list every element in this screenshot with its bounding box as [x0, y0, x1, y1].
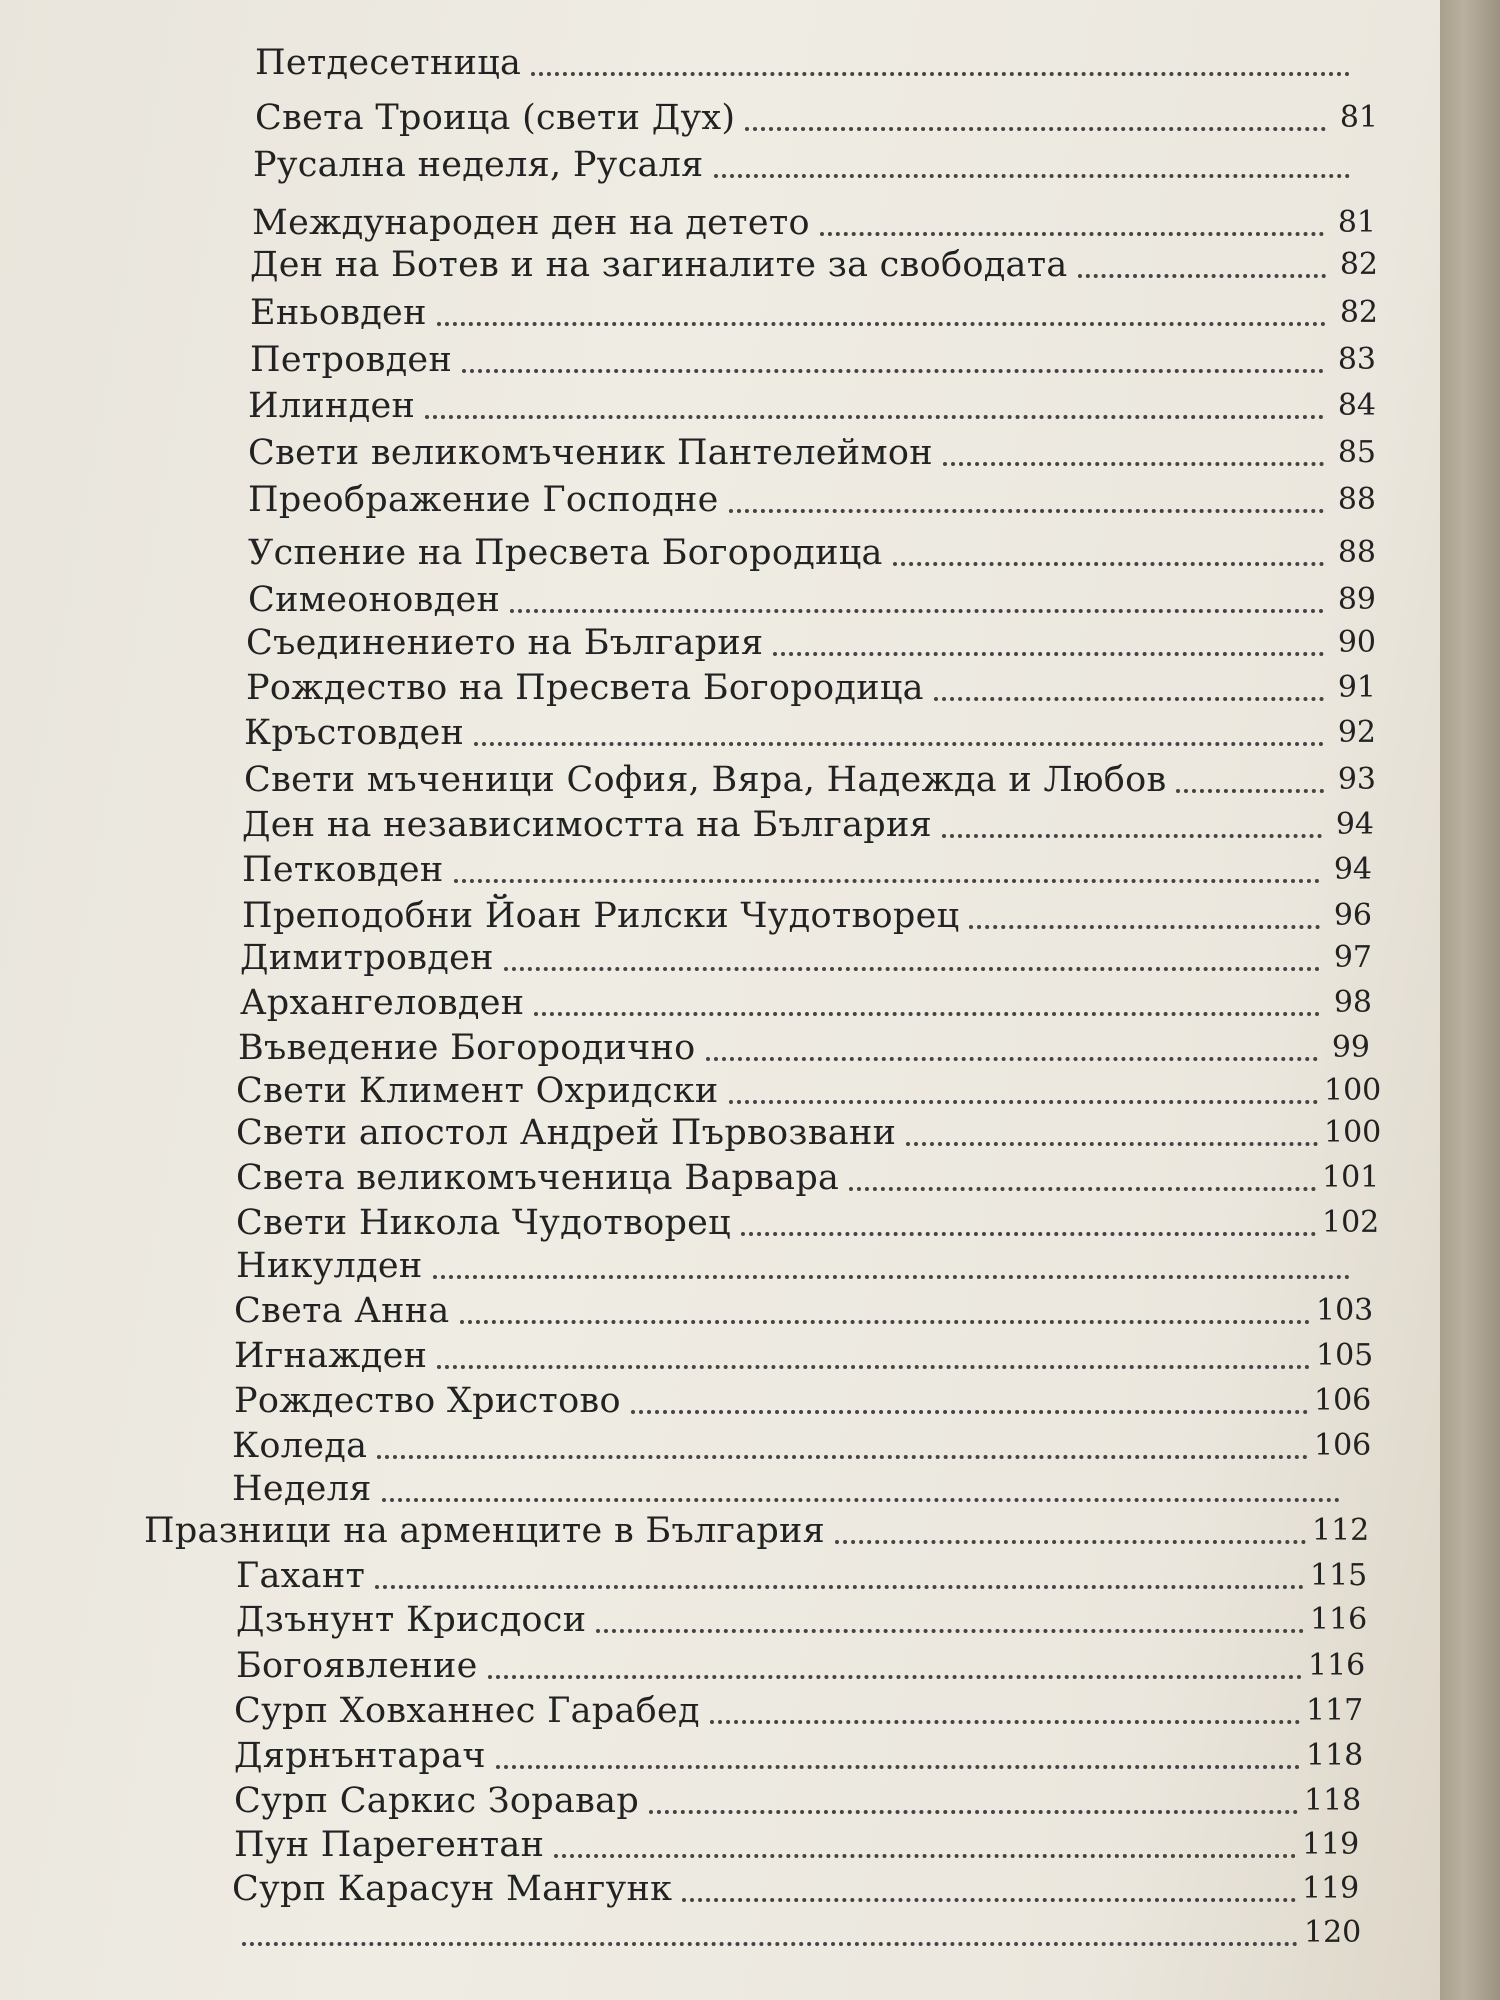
toc-entry [250, 337, 1376, 383]
dot-leader [934, 697, 1324, 701]
toc-entry-title: Сурп Карасун Мангунк [232, 1869, 673, 1909]
toc-entry-page: 84 [1337, 388, 1376, 423]
dot-leader [729, 509, 1324, 513]
toc-entry-title: Сурп Ховханнес Гарабед [234, 1691, 700, 1731]
toc-entry-title: Въведение Богородично [238, 1028, 696, 1068]
toc-entry-title: Русална неделя, Русаля [253, 145, 704, 185]
toc-entry-title: Архангеловден [240, 983, 525, 1023]
toc-entry-page: 102 [1322, 1205, 1380, 1240]
toc-entry [248, 383, 1376, 429]
dot-leader [554, 1854, 1296, 1858]
toc-entry-page: 100 [1324, 1073, 1382, 1108]
dot-leader [488, 1675, 1302, 1679]
toc-entry-title: Игнажден [234, 1336, 428, 1376]
toc-entry-page: 93 [1337, 762, 1376, 797]
toc-entry-title: Свети апостол Андрей Първозвани [236, 1113, 897, 1153]
toc-entry-title: Свети Климент Охридски [236, 1071, 719, 1111]
toc-entry [248, 577, 1376, 623]
toc-entry [244, 710, 1376, 756]
dot-leader [745, 127, 1326, 131]
toc-entry-title: Сурп Саркис Зоравар [234, 1781, 640, 1821]
toc-entry [248, 530, 1376, 576]
toc-entry [234, 1733, 1364, 1779]
toc-entry-page: 89 [1337, 582, 1376, 617]
dot-leader [849, 1187, 1316, 1191]
dot-leader [835, 1540, 1306, 1544]
dot-leader [969, 925, 1320, 929]
dot-leader [242, 1942, 1298, 1946]
dot-leader [496, 1765, 1300, 1769]
toc-entry-page: 101 [1322, 1160, 1380, 1195]
toc-entry-title: Петровден [250, 340, 453, 380]
toc-entry [234, 1333, 1374, 1379]
toc-entry-page: 82 [1339, 295, 1378, 330]
toc-entry-page: 94 [1333, 852, 1372, 887]
toc-entry-page: 106 [1314, 1428, 1372, 1463]
toc-entry [244, 757, 1376, 803]
toc-entry-title: Рождество Христово [234, 1381, 621, 1421]
dot-leader [906, 1142, 1318, 1146]
toc-entry-title: Света Троица (свети Дух) [255, 98, 736, 138]
toc-entry [236, 1155, 1380, 1201]
toc-entry-title: Дзънунт Крисдоси [236, 1600, 587, 1640]
dot-leader [1176, 789, 1324, 793]
dot-leader [377, 1455, 1308, 1459]
toc-entry [236, 1643, 1366, 1689]
toc-entry-page: 81 [1337, 205, 1376, 240]
toc-entry [242, 802, 1374, 848]
toc-entry-page: 92 [1337, 715, 1376, 750]
toc-entry-title: Международен ден на детето [252, 203, 810, 243]
toc-entry-page: 118 [1306, 1738, 1364, 1773]
toc-entry [236, 1200, 1380, 1246]
toc-entry-page: 115 [1310, 1558, 1368, 1593]
toc-entry-title: Коледа [232, 1426, 368, 1466]
toc-entry [236, 1243, 1350, 1289]
toc-entry [250, 290, 1378, 336]
dot-leader [942, 834, 1322, 838]
toc-entry-title: Свети великомъченик Пантелеймон [248, 433, 933, 473]
toc-entry [238, 1025, 1370, 1071]
toc-entry [250, 242, 1378, 288]
toc-entry [246, 665, 1376, 711]
toc-entry-title: Кръстовден [244, 713, 465, 753]
toc-entry-title: Ден на независимостта на България [242, 805, 932, 845]
dot-leader [1078, 274, 1326, 278]
toc-entry [236, 1597, 1368, 1643]
toc-entry-page: 119 [1302, 1871, 1360, 1906]
dot-leader [773, 652, 1324, 656]
toc-entry-page: 100 [1324, 1115, 1382, 1150]
toc-entry-title: Неделя [232, 1469, 372, 1509]
toc-entry-title: Празници на арменците в България [144, 1511, 826, 1551]
toc-entry [232, 1466, 1340, 1512]
dot-leader [710, 1720, 1300, 1724]
toc-entry-page: 98 [1333, 985, 1372, 1020]
toc-entry-page: 88 [1337, 482, 1376, 517]
dot-leader [454, 879, 1320, 883]
toc-entry-page: 83 [1337, 342, 1376, 377]
dot-leader [474, 742, 1324, 746]
toc-entry-title: Преподобни Йоан Рилски Чудотворец [242, 896, 960, 936]
toc-entry-page: 120 [1304, 1915, 1362, 1950]
toc-entry-title: Свети Никола Чудотворец [236, 1203, 731, 1243]
dot-leader [631, 1410, 1308, 1414]
toc-entry [242, 847, 1372, 893]
toc-entry-title: Свети мъченици София, Вяра, Надежда и Любов [244, 760, 1167, 800]
toc-entry [234, 1778, 1362, 1824]
toc-entry [236, 1110, 1382, 1156]
toc-entry [232, 1910, 1362, 1956]
dot-leader [682, 1898, 1296, 1902]
toc-entry-page: 97 [1333, 940, 1372, 975]
toc-entry-page: 81 [1339, 100, 1378, 135]
toc-entry-page: 112 [1312, 1513, 1370, 1548]
toc-entry [234, 1822, 1360, 1868]
toc-entry-title: Света Анна [234, 1291, 450, 1331]
toc-entry [232, 1423, 1372, 1469]
toc-entry-page: 116 [1308, 1648, 1366, 1683]
toc-entry-title: Никулден [236, 1246, 423, 1286]
toc-entry-title: Петдесетница [255, 43, 522, 83]
toc-entry [255, 95, 1378, 141]
dot-leader [893, 562, 1324, 566]
toc-entry-page: 94 [1335, 807, 1374, 842]
toc-entry-title: Съединението на България [246, 623, 764, 663]
dot-leader [534, 1012, 1320, 1016]
toc-entry-page: 99 [1331, 1030, 1370, 1065]
toc-entry [144, 1508, 1370, 1554]
toc-entry-page: 119 [1302, 1827, 1360, 1862]
toc-entry-page: 118 [1304, 1783, 1362, 1818]
dot-leader [706, 1057, 1318, 1061]
toc-entry-page: 105 [1316, 1338, 1374, 1373]
toc-entry [234, 1288, 1374, 1334]
dot-leader [649, 1810, 1298, 1814]
toc-entry-page: 103 [1316, 1293, 1374, 1328]
toc-entry-title: Симеоновден [248, 580, 501, 620]
toc-entry-page: 90 [1337, 625, 1376, 660]
toc-entry-page: 116 [1310, 1602, 1368, 1637]
toc-entry [240, 980, 1372, 1026]
dot-leader [729, 1100, 1318, 1104]
toc-entry [232, 1866, 1360, 1912]
toc-entry [236, 1553, 1368, 1599]
dot-leader [437, 1365, 1310, 1369]
dot-leader [714, 174, 1350, 178]
toc-entry-page: 88 [1337, 535, 1376, 570]
toc-entry [246, 620, 1376, 666]
toc-entry-title: Рождество на Пресвета Богородица [246, 668, 924, 708]
dot-leader [462, 369, 1324, 373]
dot-leader [531, 72, 1350, 76]
toc-entry-page: 106 [1314, 1383, 1372, 1418]
dot-leader [510, 609, 1324, 613]
dot-leader [741, 1232, 1316, 1236]
dot-leader [425, 415, 1324, 419]
dot-leader [375, 1585, 1304, 1589]
dot-leader [460, 1320, 1310, 1324]
toc-entry-title: Успение на Пресвета Богородица [248, 533, 883, 573]
page-edge [1440, 0, 1500, 2000]
toc-entry-page: 91 [1337, 670, 1376, 705]
toc-entry-page: 117 [1306, 1693, 1364, 1728]
toc-entry-page: 82 [1339, 247, 1378, 282]
toc-entry-title: Гахант [236, 1556, 366, 1596]
toc-entry [236, 1068, 1382, 1114]
toc-entry-title: Дярнънтарач [234, 1736, 486, 1776]
toc-entry-title: Пун Парегентан [234, 1825, 545, 1865]
dot-leader [943, 462, 1324, 466]
dot-leader [382, 1498, 1340, 1502]
toc-entry-page: 85 [1337, 435, 1376, 470]
toc-entry [255, 40, 1350, 86]
dot-leader [504, 967, 1320, 971]
toc-entry [240, 935, 1372, 981]
dot-leader [596, 1629, 1304, 1633]
toc-entry [234, 1688, 1364, 1734]
toc-entry-title: Ден на Ботев и на загиналите за свободата [250, 245, 1068, 285]
toc-entry [252, 200, 1376, 246]
toc-entry-title: Света великомъченица Варвара [236, 1158, 840, 1198]
toc-entry [248, 430, 1376, 476]
toc-entry-title: Богоявление [236, 1646, 478, 1686]
toc-entry-title: Илинден [248, 386, 416, 426]
toc-entry [248, 477, 1376, 523]
toc-entry-title: Петковден [242, 850, 444, 890]
toc-entry-title: Преображение Господне [248, 480, 719, 520]
toc-entry [253, 142, 1350, 188]
dot-leader [433, 1275, 1350, 1279]
dot-leader [820, 232, 1324, 236]
toc-entry-title: Еньовден [250, 293, 427, 333]
toc-entry-page: 96 [1333, 898, 1372, 933]
toc-entry-title: Димитровден [240, 938, 494, 978]
toc-entry [234, 1378, 1372, 1424]
dot-leader [437, 322, 1326, 326]
toc-entry [242, 893, 1372, 939]
